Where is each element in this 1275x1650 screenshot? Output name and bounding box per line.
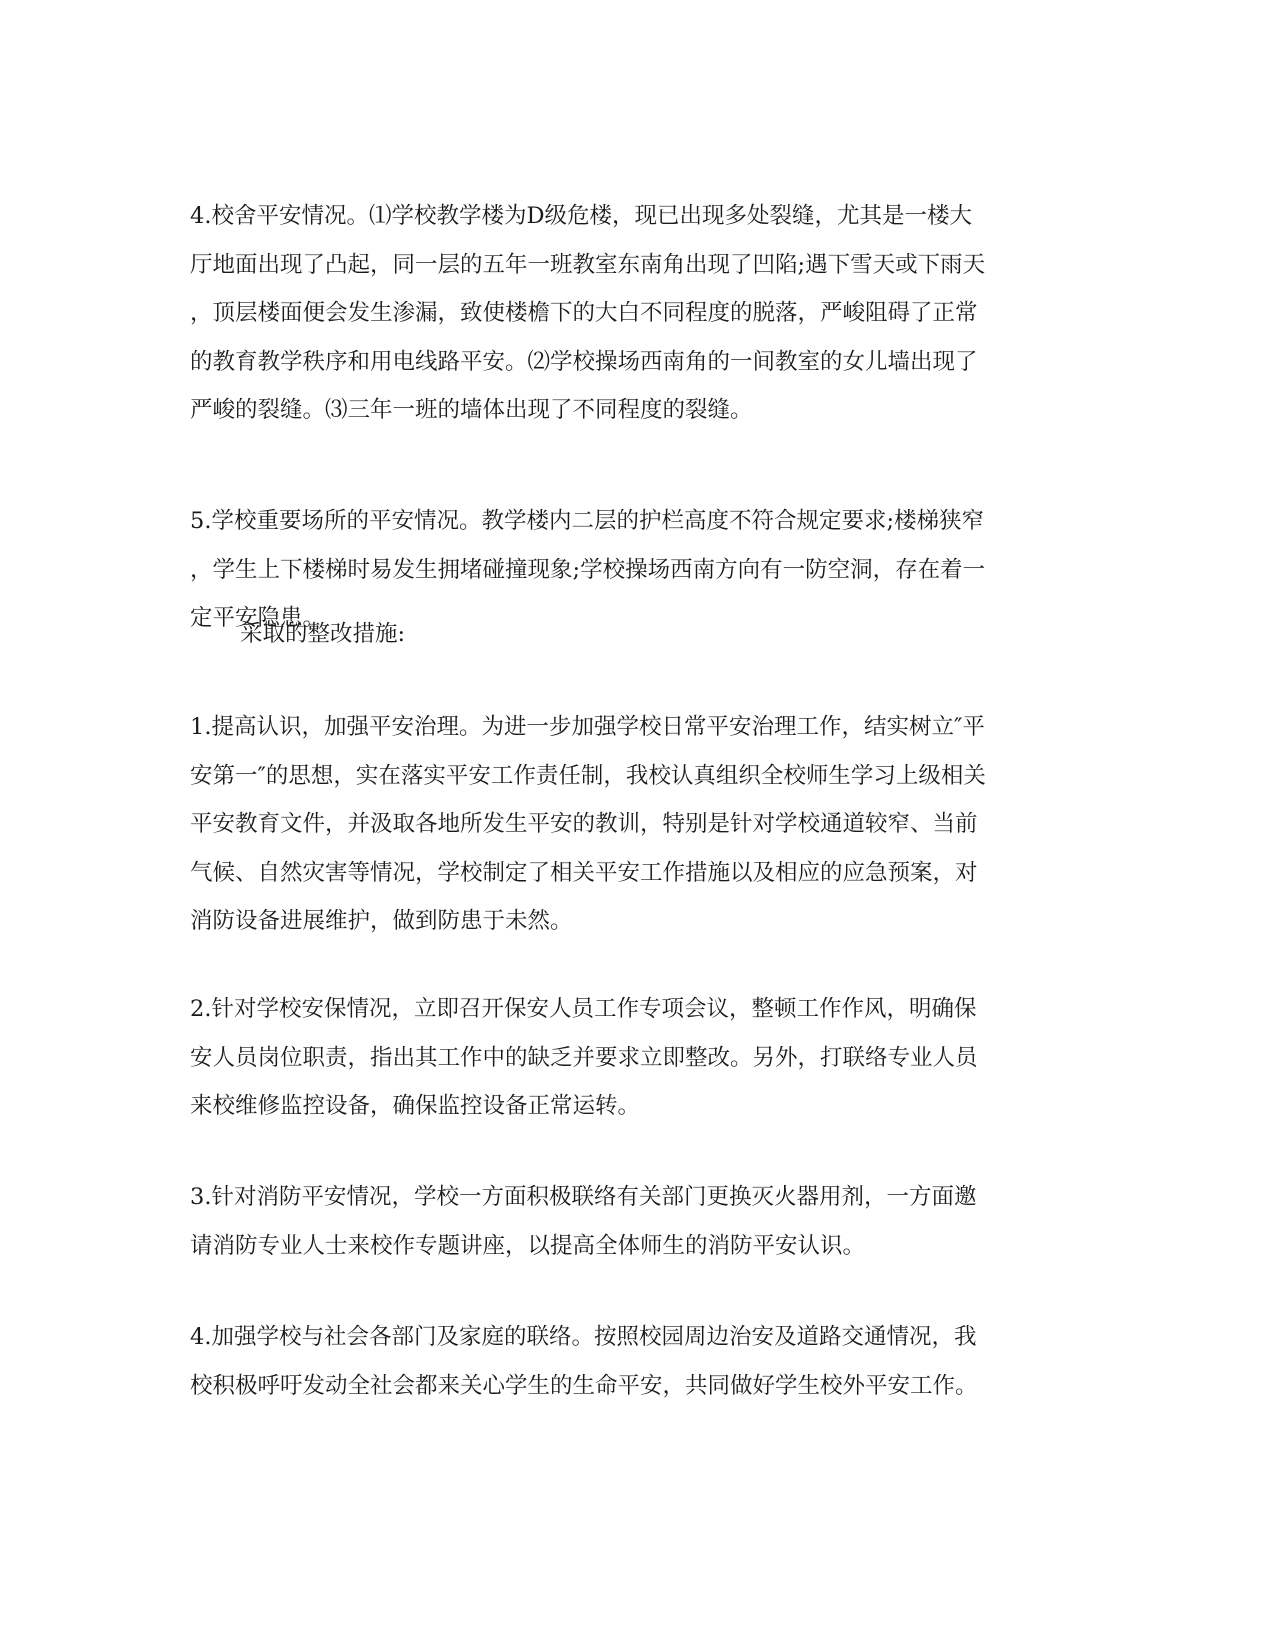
text-line: 请消防专业人士来校作专题讲座，以提高全体师生的消防平安认识。 [190,1232,866,1259]
paragraph-measure-1 [190,703,1080,946]
text-line: 2.针对学校安保情况，立即召开保安人员工作专项会议，整顿工作作风，明确保 [190,996,977,1022]
paragraph-measure-3 [190,1173,1080,1270]
text-line: 校积极呼吁发动全社会都来关心学生的生命平安，共同做好学生校外平安工作。 [190,1372,978,1399]
text-line: 定平安隐患。 [190,605,326,631]
text-line: 3.针对消防平安情况，学校一方面积极联络有关部门更换灭火器用剂，一方面邀 [190,1184,977,1210]
text-line: 4.校舍平安情况。⑴学校教学楼为D级危楼，现已出现多处裂缝，尤其是一楼大 [190,203,973,229]
paragraph-school-building-safety [190,192,1080,435]
text-line: 的教育教学秩序和用电线路平安。⑵学校操场西南角的一间教室的女儿墙出现了 [190,348,978,375]
section-heading-rectification-measures [240,610,1130,659]
text-line: 4.加强学校与社会各部门及家庭的联络。按照校园周边治安及道路交通情况，我 [190,1324,977,1350]
paragraph-measure-4 [190,1313,1080,1410]
text-line: 5.学校重要场所的平安情况。教学楼内二层的护栏高度不符合规定要求;楼梯狭窄 [190,508,985,534]
text-line: 采取的整改措施: [240,621,406,647]
text-line: 安第一″的思想，实在落实平安工作责任制，我校认真组织全校师生学习上级相关 [190,762,986,789]
text-line: 平安教育文件，并汲取各地所发生平安的教训，特别是针对学校通道较窄、当前 [190,811,978,837]
text-line: ，学生上下楼梯时易发生拥堵碰撞现象;学校操场西南方向有一防空洞，存在着一 [190,556,986,583]
text-line: 1.提高认识，加强平安治理。为进一步加强学校日常平安治理工作，结实树立″平 [190,714,985,740]
text-line: 气候、自然灾害等情况，学校制定了相关平安工作措施以及相应的应急预案，对 [190,859,978,886]
text-line: 安人员岗位职责，指出其工作中的缺乏并要求立即整改。另外，打联络专业人员 [190,1044,978,1071]
text-line: 消防设备进展维护，做到防患于未然。 [190,908,573,934]
text-line: 来校维修监控设备，确保监控设备正常运转。 [190,1093,641,1119]
text-line: 厅地面出现了凸起，同一层的五年一班教室东南角出现了凹陷;遇下雪天或下雨天 [190,251,986,278]
text-line: ，顶层楼面便会发生渗漏，致使楼檐下的大白不同程度的脱落，严峻阻碍了正常 [190,300,978,326]
text-line: 严峻的裂缝。⑶三年一班的墙体出现了不同程度的裂缝。 [190,397,753,423]
paragraph-measure-2 [190,985,1080,1131]
